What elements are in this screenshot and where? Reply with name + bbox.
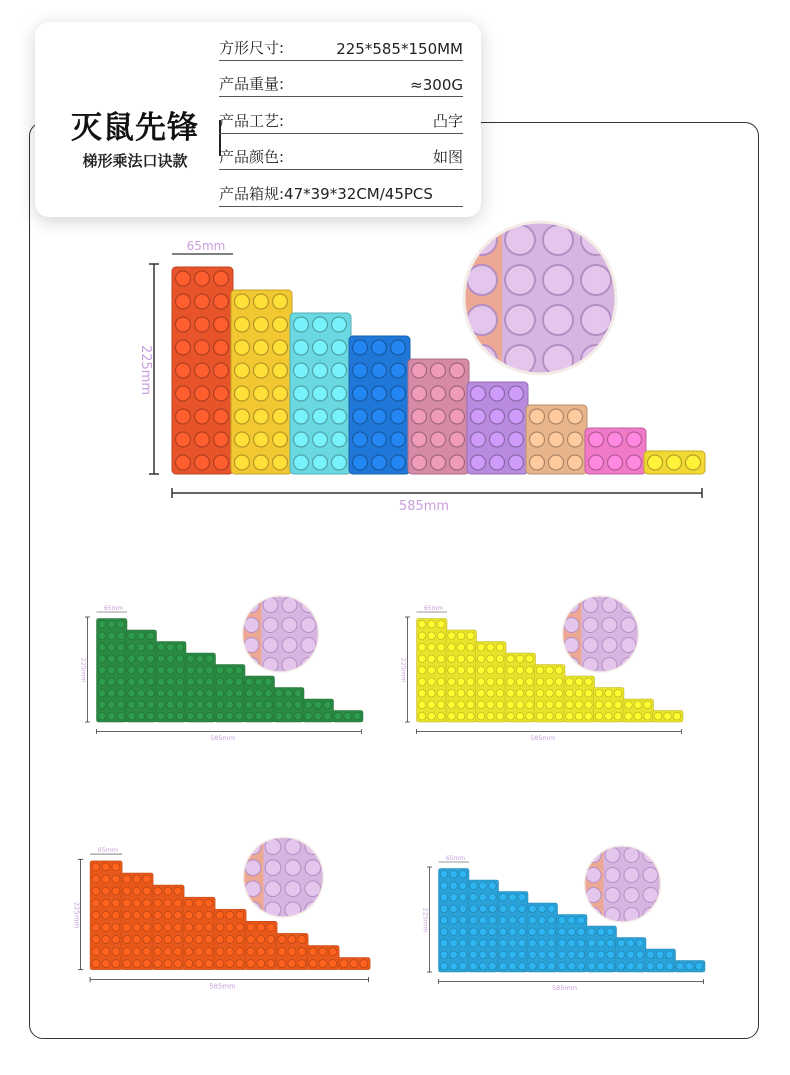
length-label: 585mm [529,734,556,742]
width-label: 65mm [97,846,119,854]
spec-label: 产品箱规:47*39*32CM/45PCS [219,185,433,203]
pop-column [535,665,566,723]
spec-value: 如图 [432,148,463,166]
pop-column [586,926,617,972]
spec-label: 产品重量: [219,75,285,93]
length-label: 585mm [209,734,236,742]
spec-craft [219,109,463,134]
pop-column [290,313,351,474]
pop-column [467,382,528,474]
brand-subtitle: 梯形乘法口诀款 [82,152,188,170]
spec-weight [219,72,463,97]
pop-column [557,915,588,973]
width-label: 65mm [186,239,226,253]
width-label: 65mm [423,605,444,612]
pop-column [97,619,128,723]
pop-column [185,653,216,722]
pop-column [126,630,157,722]
pop-column [645,949,676,972]
zoom-detail [241,595,321,675]
pop-column [214,909,246,969]
pop-column [183,897,215,970]
pop-column [616,938,647,973]
pop-column [417,619,448,723]
zoom-detail [241,836,325,920]
brand-title: 灭鼠先锋 [71,110,199,146]
pop-column [498,892,529,973]
pop-column [245,921,277,969]
spec-value: 225*585*150MM [336,40,463,58]
pop-column [307,945,339,969]
product-image-blue [410,845,720,995]
pop-column [623,699,654,722]
pop-column [594,688,625,723]
pop-column [675,961,706,973]
pop-column [653,711,684,723]
pop-column [276,933,308,969]
height-label: 225mm [399,657,408,683]
pop-column [172,267,233,474]
height-label: 225mm [138,344,153,396]
pop-column [439,869,470,973]
pop-column [244,676,275,722]
pop-column [333,711,364,723]
pop-column [90,861,122,970]
length-label: 585mm [398,499,450,514]
product-image-yellow [388,595,698,745]
zoom-detail [460,220,620,380]
height-label: 225mm [79,657,88,683]
pop-column [338,958,370,970]
pop-column [231,290,292,474]
pop-column [303,699,334,722]
width-label: 65mm [103,605,124,612]
pop-column [526,405,587,474]
spec-value: 凸字 [432,112,463,130]
product-image-rainbow [130,220,720,520]
spec-value: ≈300G [410,76,463,94]
pop-column [215,665,246,723]
product-image-green [68,595,378,745]
pop-column [156,642,187,723]
zoom-detail [583,845,663,925]
pop-column [564,676,595,722]
pop-column [349,336,410,474]
product-image-orange [68,835,378,995]
pop-column [446,630,477,722]
spec-color [219,145,463,170]
zoom-detail [561,595,641,675]
pop-column [527,903,558,972]
pop-column [274,688,305,723]
pop-column [476,642,507,723]
pop-column [505,653,536,722]
width-label: 65mm [445,855,466,862]
spec-label: 产品工艺: [219,112,285,130]
pop-column [152,885,184,970]
spec-card [35,22,481,217]
pop-column [121,873,153,970]
length-label: 585mm [209,982,236,991]
pop-column [644,451,705,474]
spec-label: 产品颜色: [219,148,285,166]
height-label: 225mm [72,901,81,929]
length-label: 585mm [551,984,578,992]
pop-column [408,359,469,474]
height-label: 225mm [421,907,430,933]
pop-column [585,428,646,474]
pop-column [468,880,499,972]
spec-label: 方形尺寸: [219,39,285,57]
spec-carton [219,182,463,207]
spec-size [219,36,463,61]
